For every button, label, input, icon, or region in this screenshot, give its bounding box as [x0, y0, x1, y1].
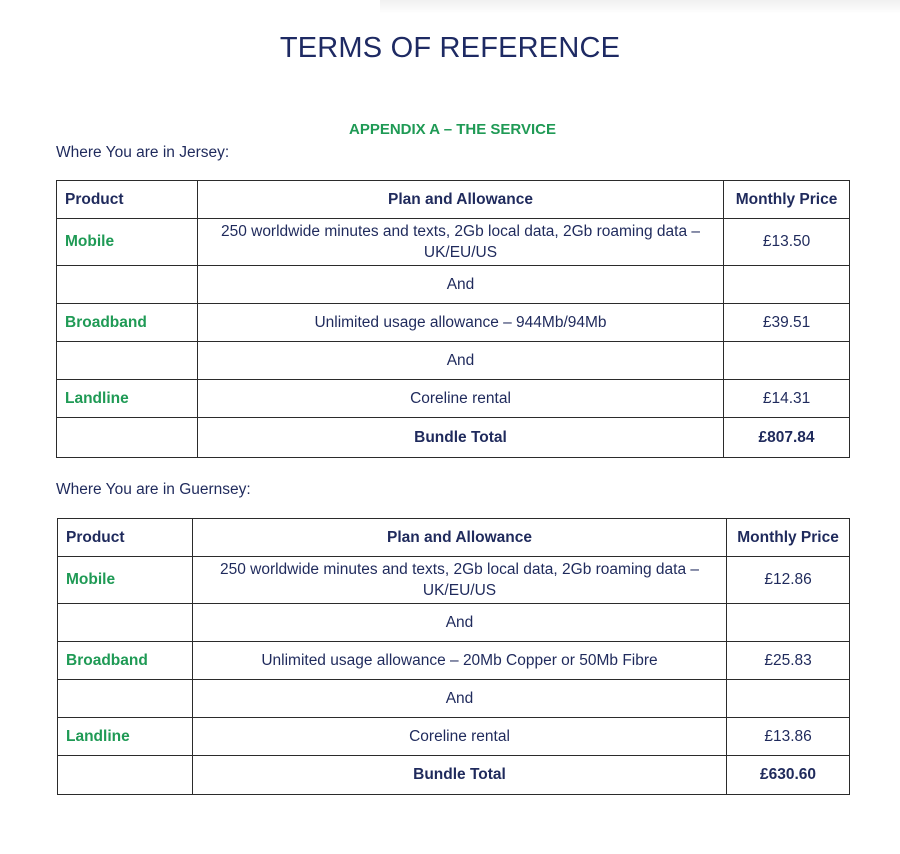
product-cell: Broadband — [57, 304, 198, 342]
header-product: Product — [58, 519, 193, 557]
price-cell: £14.31 — [724, 380, 850, 418]
price-cell: £13.86 — [727, 718, 850, 756]
bundle-total-price: £807.84 — [724, 418, 850, 458]
header-product: Product — [57, 181, 198, 219]
page-title: TERMS OF REFERENCE — [279, 32, 621, 64]
plan-cell: And — [197, 266, 723, 304]
jersey-table — [56, 180, 850, 458]
plan-cell: And — [192, 604, 726, 642]
top-shadow — [380, 0, 900, 14]
table-row — [58, 642, 850, 680]
product-cell: Landline — [57, 380, 198, 418]
table-row — [58, 557, 850, 604]
table-row — [57, 342, 850, 380]
price-cell — [724, 342, 850, 380]
product-cell — [57, 266, 198, 304]
product-cell: Landline — [58, 718, 193, 756]
table-row — [57, 266, 850, 304]
price-cell — [727, 604, 850, 642]
guernsey-table — [57, 518, 850, 795]
product-cell: Mobile — [58, 557, 193, 604]
plan-cell: 250 worldwide minutes and texts, 2Gb local data, 2Gb roaming data – UK/EU/US — [197, 219, 723, 266]
price-cell — [724, 266, 850, 304]
header-price: Monthly Price — [724, 181, 850, 219]
plan-cell: Unlimited usage allowance – 944Mb/94Mb — [197, 304, 723, 342]
bundle-total-label: Bundle Total — [197, 418, 723, 458]
bundle-total-label: Bundle Total — [192, 756, 726, 795]
header-plan: Plan and Allowance — [192, 519, 726, 557]
price-cell: £39.51 — [724, 304, 850, 342]
product-cell — [58, 680, 193, 718]
plan-cell: And — [197, 342, 723, 380]
product-cell: Broadband — [58, 642, 193, 680]
guernsey-intro: Where You are in Guernsey: — [56, 481, 251, 498]
bundle-total-row — [58, 756, 850, 795]
jersey-intro: Where You are in Jersey: — [56, 144, 230, 161]
product-cell: Mobile — [57, 219, 198, 266]
table-header-row — [57, 181, 850, 219]
table-row — [58, 604, 850, 642]
appendix-heading: APPENDIX A – THE SERVICE — [349, 121, 556, 138]
table-header-row — [58, 519, 850, 557]
header-price: Monthly Price — [727, 519, 850, 557]
product-cell — [57, 418, 198, 458]
product-cell — [58, 604, 193, 642]
product-cell — [58, 756, 193, 795]
table-row — [58, 680, 850, 718]
price-cell — [727, 680, 850, 718]
plan-cell: Coreline rental — [197, 380, 723, 418]
header-plan: Plan and Allowance — [197, 181, 723, 219]
plan-cell: 250 worldwide minutes and texts, 2Gb local data, 2Gb roaming data – UK/EU/US — [192, 557, 726, 604]
plan-cell: Coreline rental — [192, 718, 726, 756]
plan-cell: Unlimited usage allowance – 20Mb Copper or 50Mb Fibre — [192, 642, 726, 680]
table-row — [57, 219, 850, 266]
price-cell: £25.83 — [727, 642, 850, 680]
table-row — [57, 380, 850, 418]
plan-cell: And — [192, 680, 726, 718]
price-cell: £12.86 — [727, 557, 850, 604]
price-cell: £13.50 — [724, 219, 850, 266]
bundle-total-row — [57, 418, 850, 458]
product-cell — [57, 342, 198, 380]
table-row — [58, 718, 850, 756]
table-row — [57, 304, 850, 342]
bundle-total-price: £630.60 — [727, 756, 850, 795]
